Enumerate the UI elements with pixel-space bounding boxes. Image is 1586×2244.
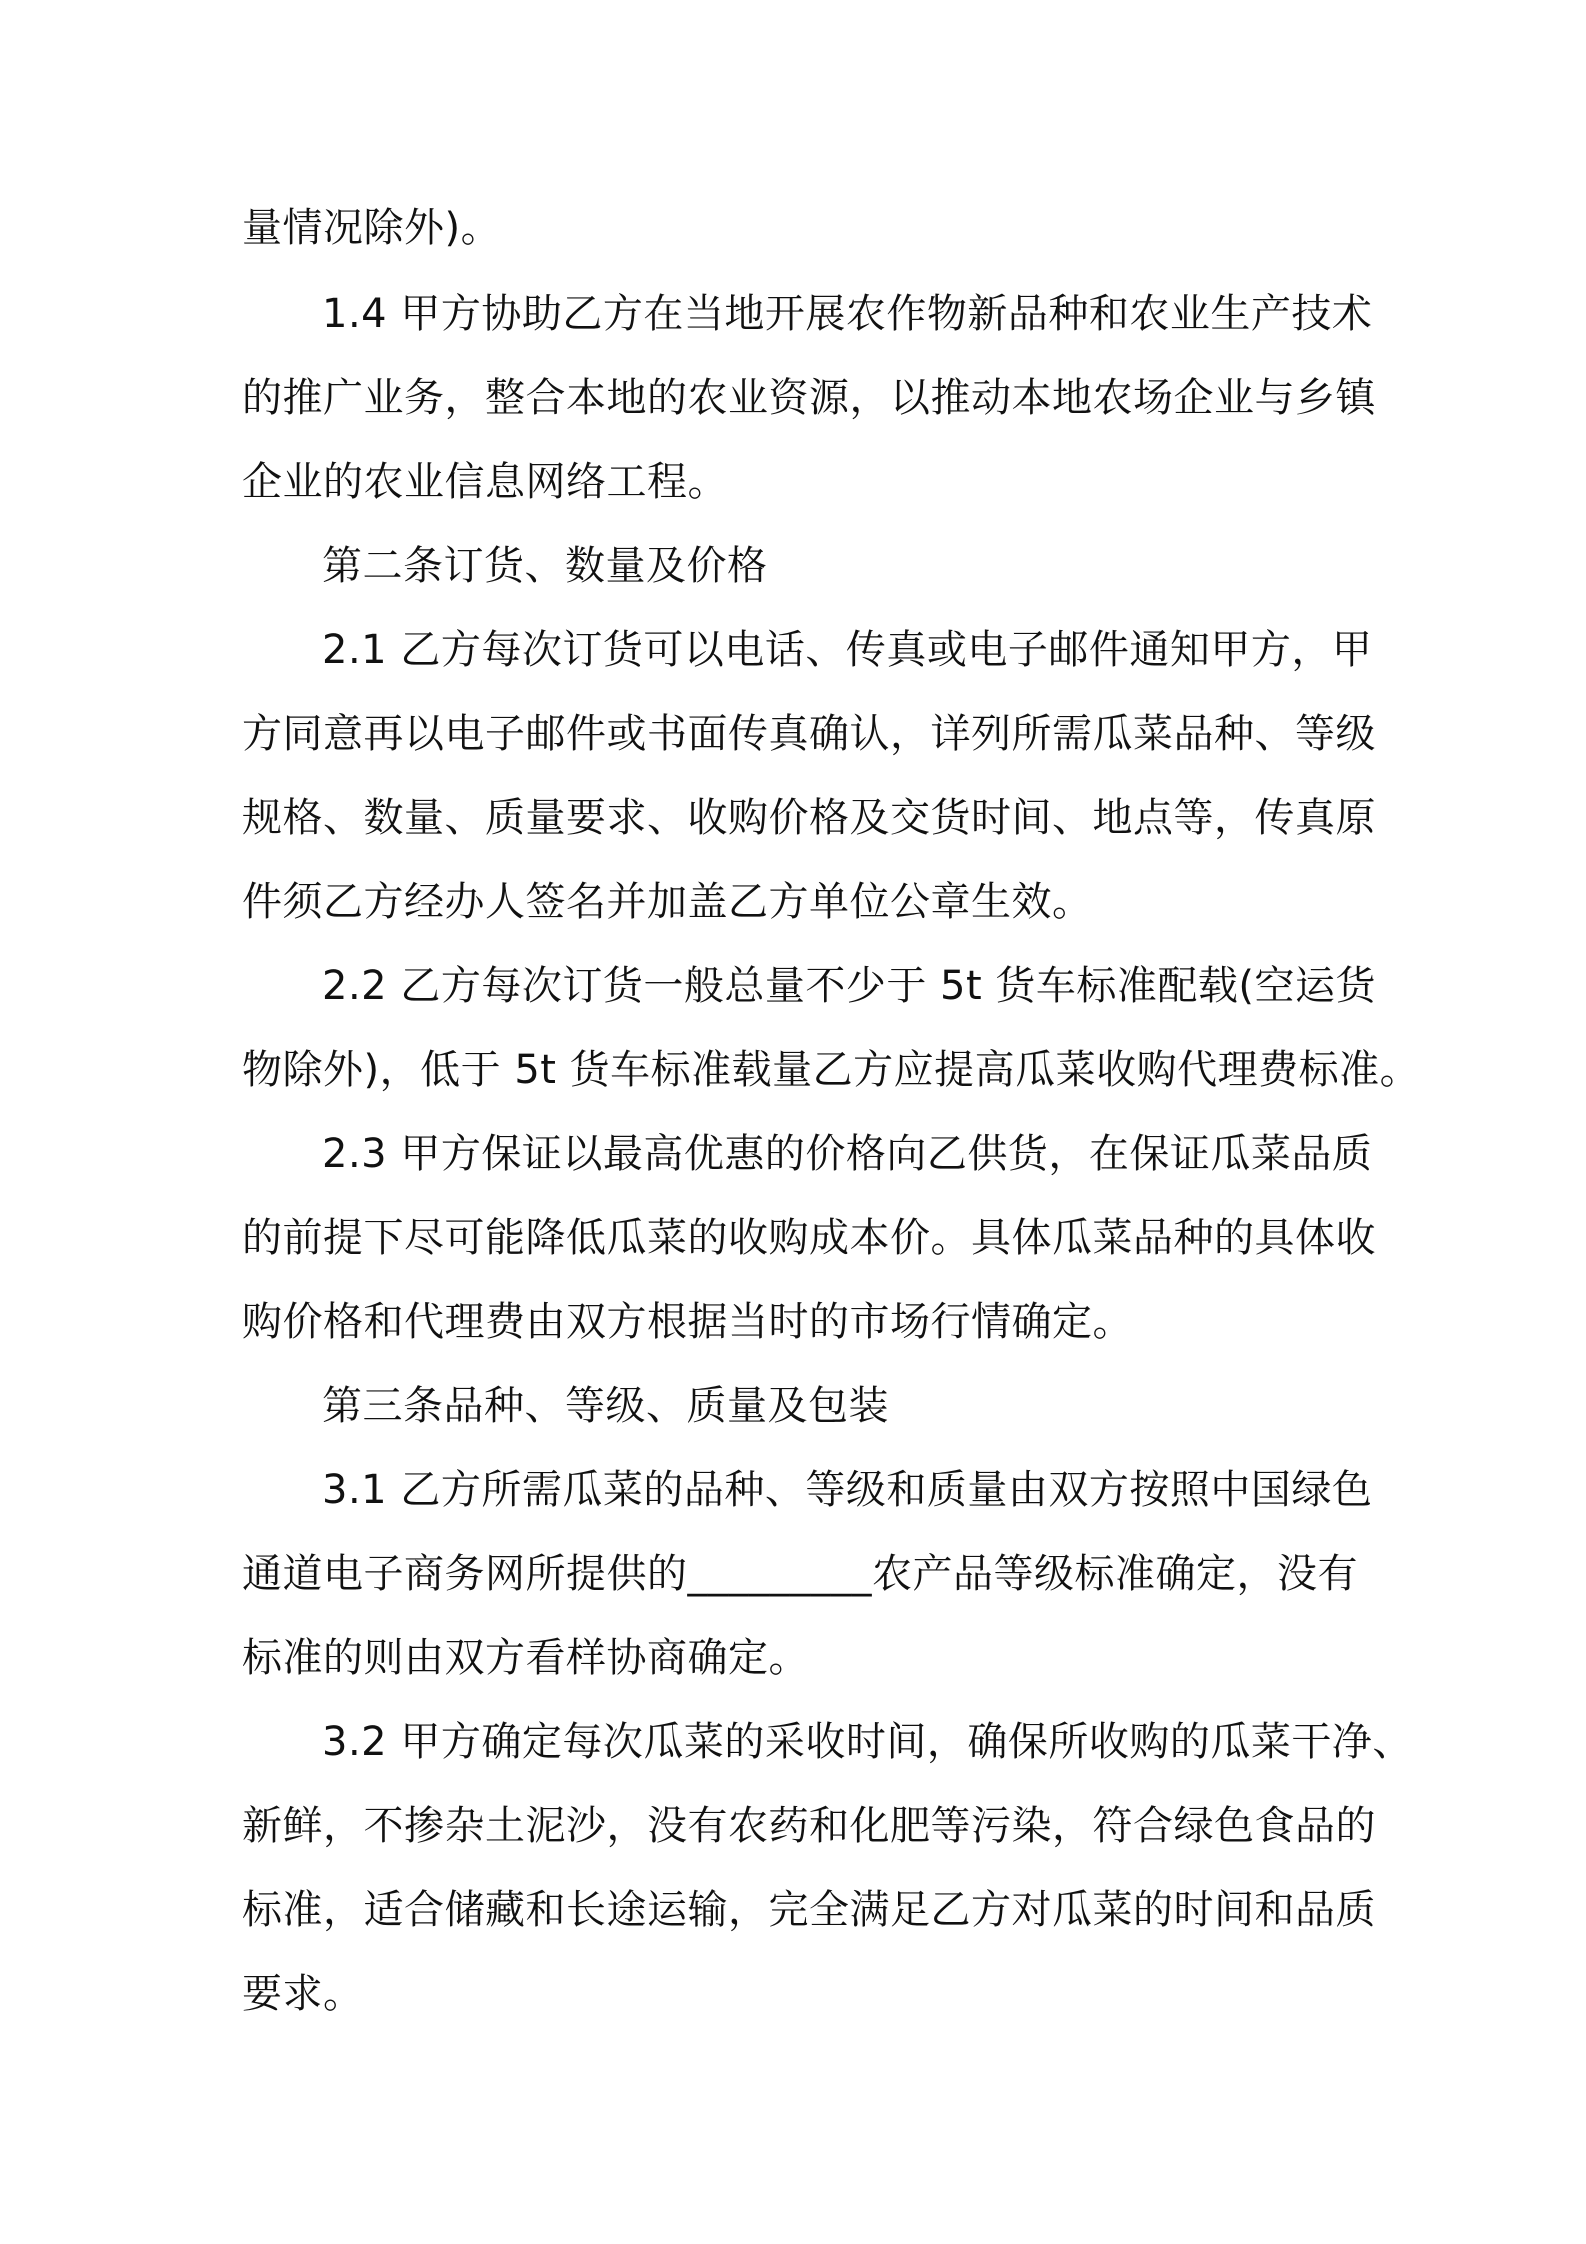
text-line: 要求。 (242, 1971, 364, 2017)
clause-2-1: 2.1 乙方每次订货可以电话、传真或电子邮件通知甲方，甲 (322, 627, 1373, 673)
text-line: 购价格和代理费由双方根据当时的市场行情确定。 (242, 1299, 1133, 1345)
text-line: 标准的则由双方看样协商确定。 (242, 1635, 809, 1681)
text-line: 新鲜，不掺杂土泥沙，没有农药和化肥等污染，符合绿色食品的 (242, 1803, 1376, 1849)
text-line: 的推广业务，整合本地的农业资源，以推动本地农场企业与乡镇 (242, 375, 1376, 421)
text-line: 件须乙方经办人签名并加盖乙方单位公章生效。 (242, 879, 1093, 925)
text-line: 通道电子商务网所提供的_________农产品等级标准确定，没有 (242, 1551, 1358, 1597)
clause-1-4: 1.4 甲方协助乙方在当地开展农作物新品种和农业生产技术 (322, 291, 1373, 337)
clause-2-3: 2.3 甲方保证以最高优惠的价格向乙供货，在保证瓜菜品质 (322, 1131, 1373, 1177)
text-line: 规格、数量、质量要求、收购价格及交货时间、地点等，传真原 (242, 795, 1376, 841)
text-line: 物除外)，低于 5t 货车标准载量乙方应提高瓜菜收购代理费标准。 (242, 1047, 1421, 1093)
text-line: 标准，适合储藏和长途运输，完全满足乙方对瓜菜的时间和品质 (242, 1887, 1376, 1933)
section-heading-article-3: 第三条品种、等级、质量及包装 (322, 1383, 889, 1429)
section-heading-article-2: 第二条订货、数量及价格 (322, 543, 768, 589)
text-line: 量情况除外)。 (242, 205, 502, 251)
text-line: 企业的农业信息网络工程。 (242, 459, 728, 505)
clause-3-1: 3.1 乙方所需瓜菜的品种、等级和质量由双方按照中国绿色 (322, 1467, 1373, 1513)
text-line: 的前提下尽可能降低瓜菜的收购成本价。具体瓜菜品种的具体收 (242, 1215, 1376, 1261)
clause-3-2: 3.2 甲方确定每次瓜菜的采收时间，确保所收购的瓜菜干净、 (322, 1719, 1413, 1765)
clause-2-2: 2.2 乙方每次订货一般总量不少于 5t 货车标准配载(空运货 (322, 963, 1376, 1009)
text-line: 方同意再以电子邮件或书面传真确认，详列所需瓜菜品种、等级 (242, 711, 1376, 757)
